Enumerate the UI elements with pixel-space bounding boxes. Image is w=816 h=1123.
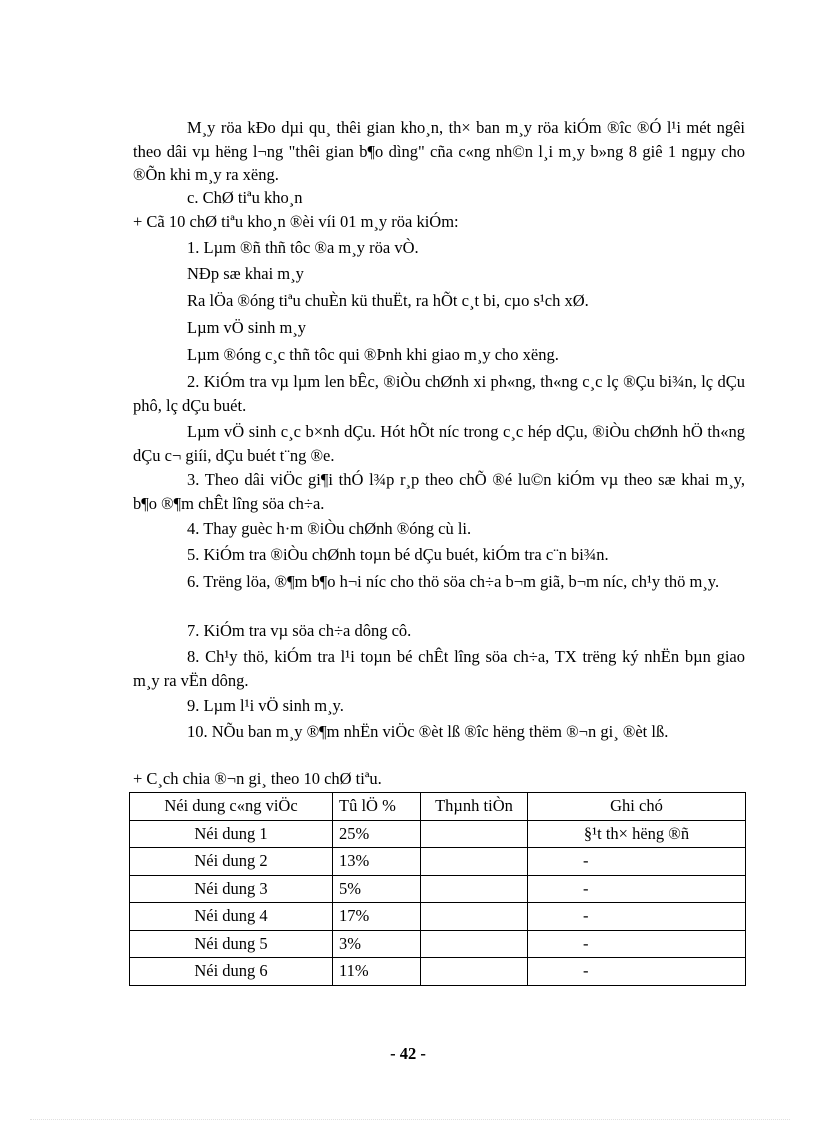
target-item-1-sub-b: Ra lÖa ®óng tiªu chuÈn kü thuËt, ra hÕt c¸t bi, cµo s¹ch xØ. [187, 291, 589, 310]
target-item-1: 1. Lµm ®ñ thñ tôc ®a m¸y röa vÒ. [187, 238, 419, 257]
cell-amount [421, 848, 528, 876]
target-item-2: 2. KiÓm tra vµ lµm len bÊc, ®iÒu chØnh xi ph«ng, th«ng c¸c lç ®Çu bi¾n, lç dÇu phô, lç dÇu buét. [133, 372, 745, 415]
target-item-4: 4. Thay guèc h·m ®iÒu chØnh ®óng cù li. [187, 519, 472, 538]
cell-ratio: 25% [333, 820, 421, 848]
table-row [130, 958, 746, 986]
table-row [130, 875, 746, 903]
header-note: Ghi chó [528, 793, 746, 821]
allocation-intro: + C¸ch chia ®¬n gi¸ theo 10 chØ tiªu. [133, 769, 382, 788]
target-item-5: 5. KiÓm tra ®iÒu chØnh toµn bé dÇu buét, kiÓm tra c¨n bi¾n. [187, 545, 609, 564]
cell-amount [421, 875, 528, 903]
page-number: - 42 - [390, 1044, 426, 1063]
cell-amount [421, 903, 528, 931]
cell-note: - [528, 958, 746, 986]
footer-divider [30, 1119, 790, 1120]
table-row [130, 820, 746, 848]
cell-amount [421, 930, 528, 958]
cell-content: Néi dung 6 [130, 958, 333, 986]
cell-note: - [528, 930, 746, 958]
cell-amount [421, 958, 528, 986]
cell-ratio: 5% [333, 875, 421, 903]
target-item-1-sub-c: Lµm vÖ sinh m¸y [187, 318, 307, 337]
cell-note: - [528, 875, 746, 903]
target-item-8: 8. Ch¹y thö, kiÓm tra l¹i toµn bé chÊt lîng söa ch÷a, TX trëng ký nhËn bµn giao m¸y ra vËn dông. [133, 647, 745, 690]
target-item-9: 9. Lµm l¹i vÖ sinh m¸y. [187, 696, 344, 715]
section-heading-targets: c. ChØ tiªu kho¸n [187, 188, 303, 207]
target-item-3: 3. Theo dâi viÖc gi¶i thÓ l¾p r¸p theo chÕ ®é lu©n kiÓm vµ theo sæ khai m¸y, b¶o ®¶m chÊt lîng söa ch÷a. [133, 470, 745, 513]
target-item-6: 6. Trëng löa, ®¶m b¶o h¬i níc cho thö söa ch÷a b¬m giã, b¬m níc, ch¹y thö m¸y. [187, 572, 720, 591]
cell-note: §¹t th× hëng ®ñ [528, 820, 746, 848]
cell-note: - [528, 848, 746, 876]
cell-content: Néi dung 5 [130, 930, 333, 958]
cell-amount [421, 820, 528, 848]
cell-content: Néi dung 2 [130, 848, 333, 876]
cell-content: Néi dung 3 [130, 875, 333, 903]
allocation-table [129, 792, 746, 986]
target-item-7: 7. KiÓm tra vµ söa ch÷a dông cô. [187, 621, 412, 640]
table-row [130, 848, 746, 876]
header-content: Néi dung c«ng viÖc [130, 793, 333, 821]
paragraph-overrun-rule: M¸y röa kÐo dµi qu¸ thêi gian kho¸n, th× ban m¸y röa kiÓm ®îc ®Ó l¹i mét ngêi theo dâi vµ hëng l¬ng "thêi gian b¶o dìng" cña c«ng nh©n l¸i m¸y b»ng 8 giê 1 ngµy cho ®Õn khi m¸y ra xëng. [133, 118, 745, 184]
table-row [130, 903, 746, 931]
cell-ratio: 13% [333, 848, 421, 876]
targets-intro: + Cã 10 chØ tiªu kho¸n ®èi víi 01 m¸y röa kiÓm: [133, 212, 459, 231]
target-item-2-sub: Lµm vÖ sinh c¸c b×nh dÇu. Hót hÕt níc trong c¸c hép dÇu, ®iÒu chØnh hÖ th«ng dÇu c¬ giíi, dÇu buét t¨ng ®e. [133, 422, 745, 465]
cell-content: Néi dung 1 [130, 820, 333, 848]
cell-ratio: 11% [333, 958, 421, 986]
cell-content: Néi dung 4 [130, 903, 333, 931]
cell-note: - [528, 903, 746, 931]
header-amount: Thµnh tiÒn [421, 793, 528, 821]
target-item-1-sub-d: Lµm ®óng c¸c thñ tôc qui ®Þnh khi giao m¸y cho xëng. [187, 345, 559, 364]
header-ratio: Tû lÖ % [333, 793, 421, 821]
table-row [130, 930, 746, 958]
table-header-row [130, 793, 746, 821]
cell-ratio: 17% [333, 903, 421, 931]
target-item-1-sub-a: NÐp sæ khai m¸y [187, 264, 304, 283]
target-item-10: 10. NÕu ban m¸y ®¶m nhËn viÖc ®èt lß ®îc hëng thëm ®¬n gi¸ ®èt lß. [187, 722, 669, 741]
cell-ratio: 3% [333, 930, 421, 958]
